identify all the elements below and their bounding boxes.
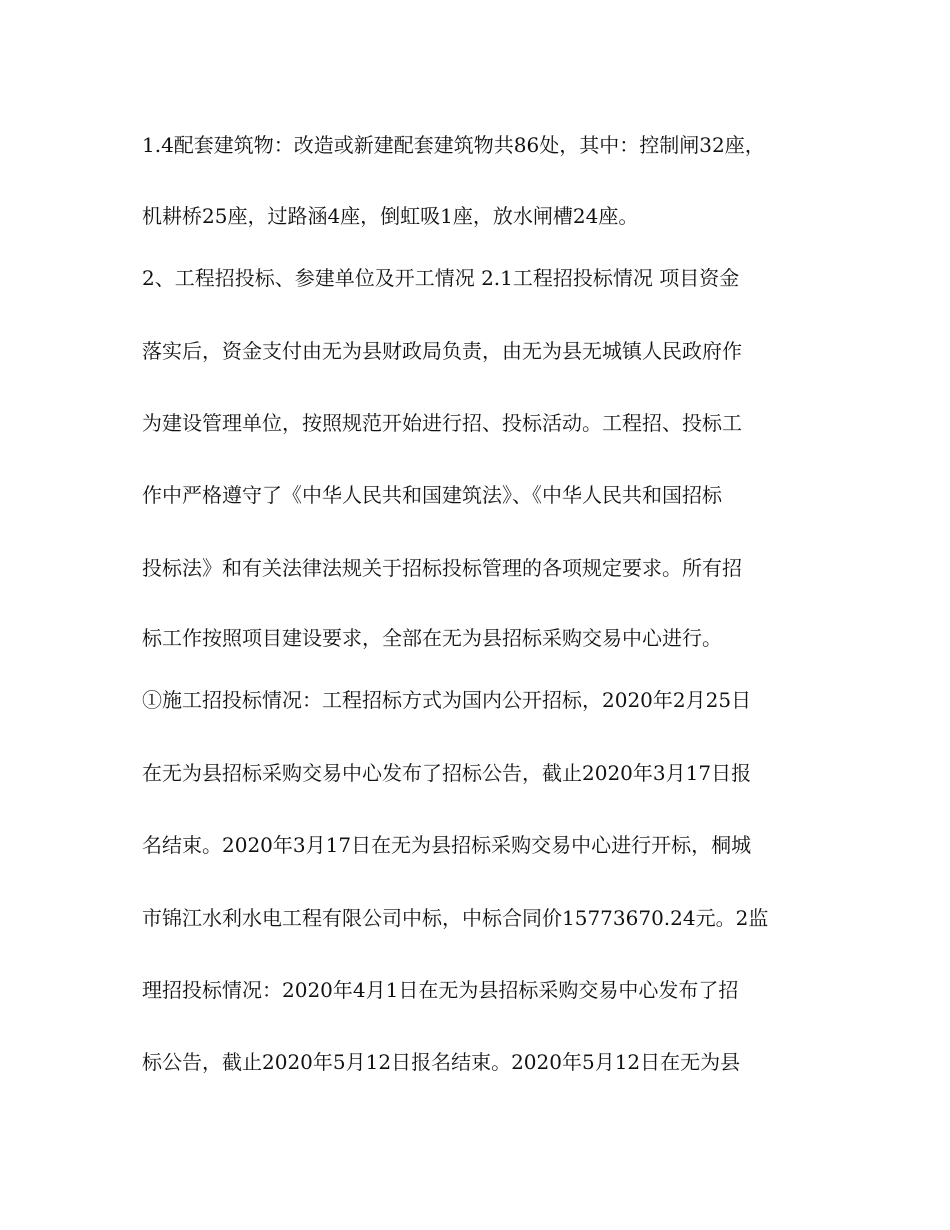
text-line-10: 在无为县招标采购交易中心发布了招标公告，截止2020年3月17日报 [142,761,752,785]
text-line-5: 为建设管理单位，按照规范开始进行招、投标活动。工程招、投标工 [142,411,742,435]
text-line-13: 理招投标情况：2020年4月1日在无为县招标采购交易中心发布了招 [142,978,739,1002]
text-line-11: 名结束。2020年3月17日在无为县招标采购交易中心进行开标，桐城 [142,833,752,857]
text-line-7: 投标法》和有关法律法规关于招标投标管理的各项规定要求。所有招 [142,556,742,580]
text-line-14: 标公告，截止2020年5月12日报名结束。2020年5月12日在无为县 [142,1050,741,1074]
text-line-12: 市锦江水利水电工程有限公司中标，中标合同价15773670.24元。2监 [142,906,769,930]
text-line-1: 1.4配套建筑物：改造或新建配套建筑物共86处，其中：控制闸32座， [142,133,765,157]
text-line-8: 标工作按照项目建设要求，全部在无为县招标采购交易中心进行。 [142,626,722,650]
text-line-2: 机耕桥25座，过路涵4座，倒虹吸1座，放水闸槽24座。 [142,204,639,228]
text-line-9: ①施工招投标情况：工程招标方式为国内公开招标，2020年2月25日 [142,688,752,712]
text-line-4: 落实后，资金支付由无为县财政局负责，由无为县无城镇人民政府作 [142,339,742,363]
text-line-6: 作中严格遵守了《中华人民共和国建筑法》、《中华人民共和国招标 [142,483,722,507]
text-line-3: 2、工程招投标、参建单位及开工情况 2.1工程招投标情况 项目资金 [142,266,740,290]
